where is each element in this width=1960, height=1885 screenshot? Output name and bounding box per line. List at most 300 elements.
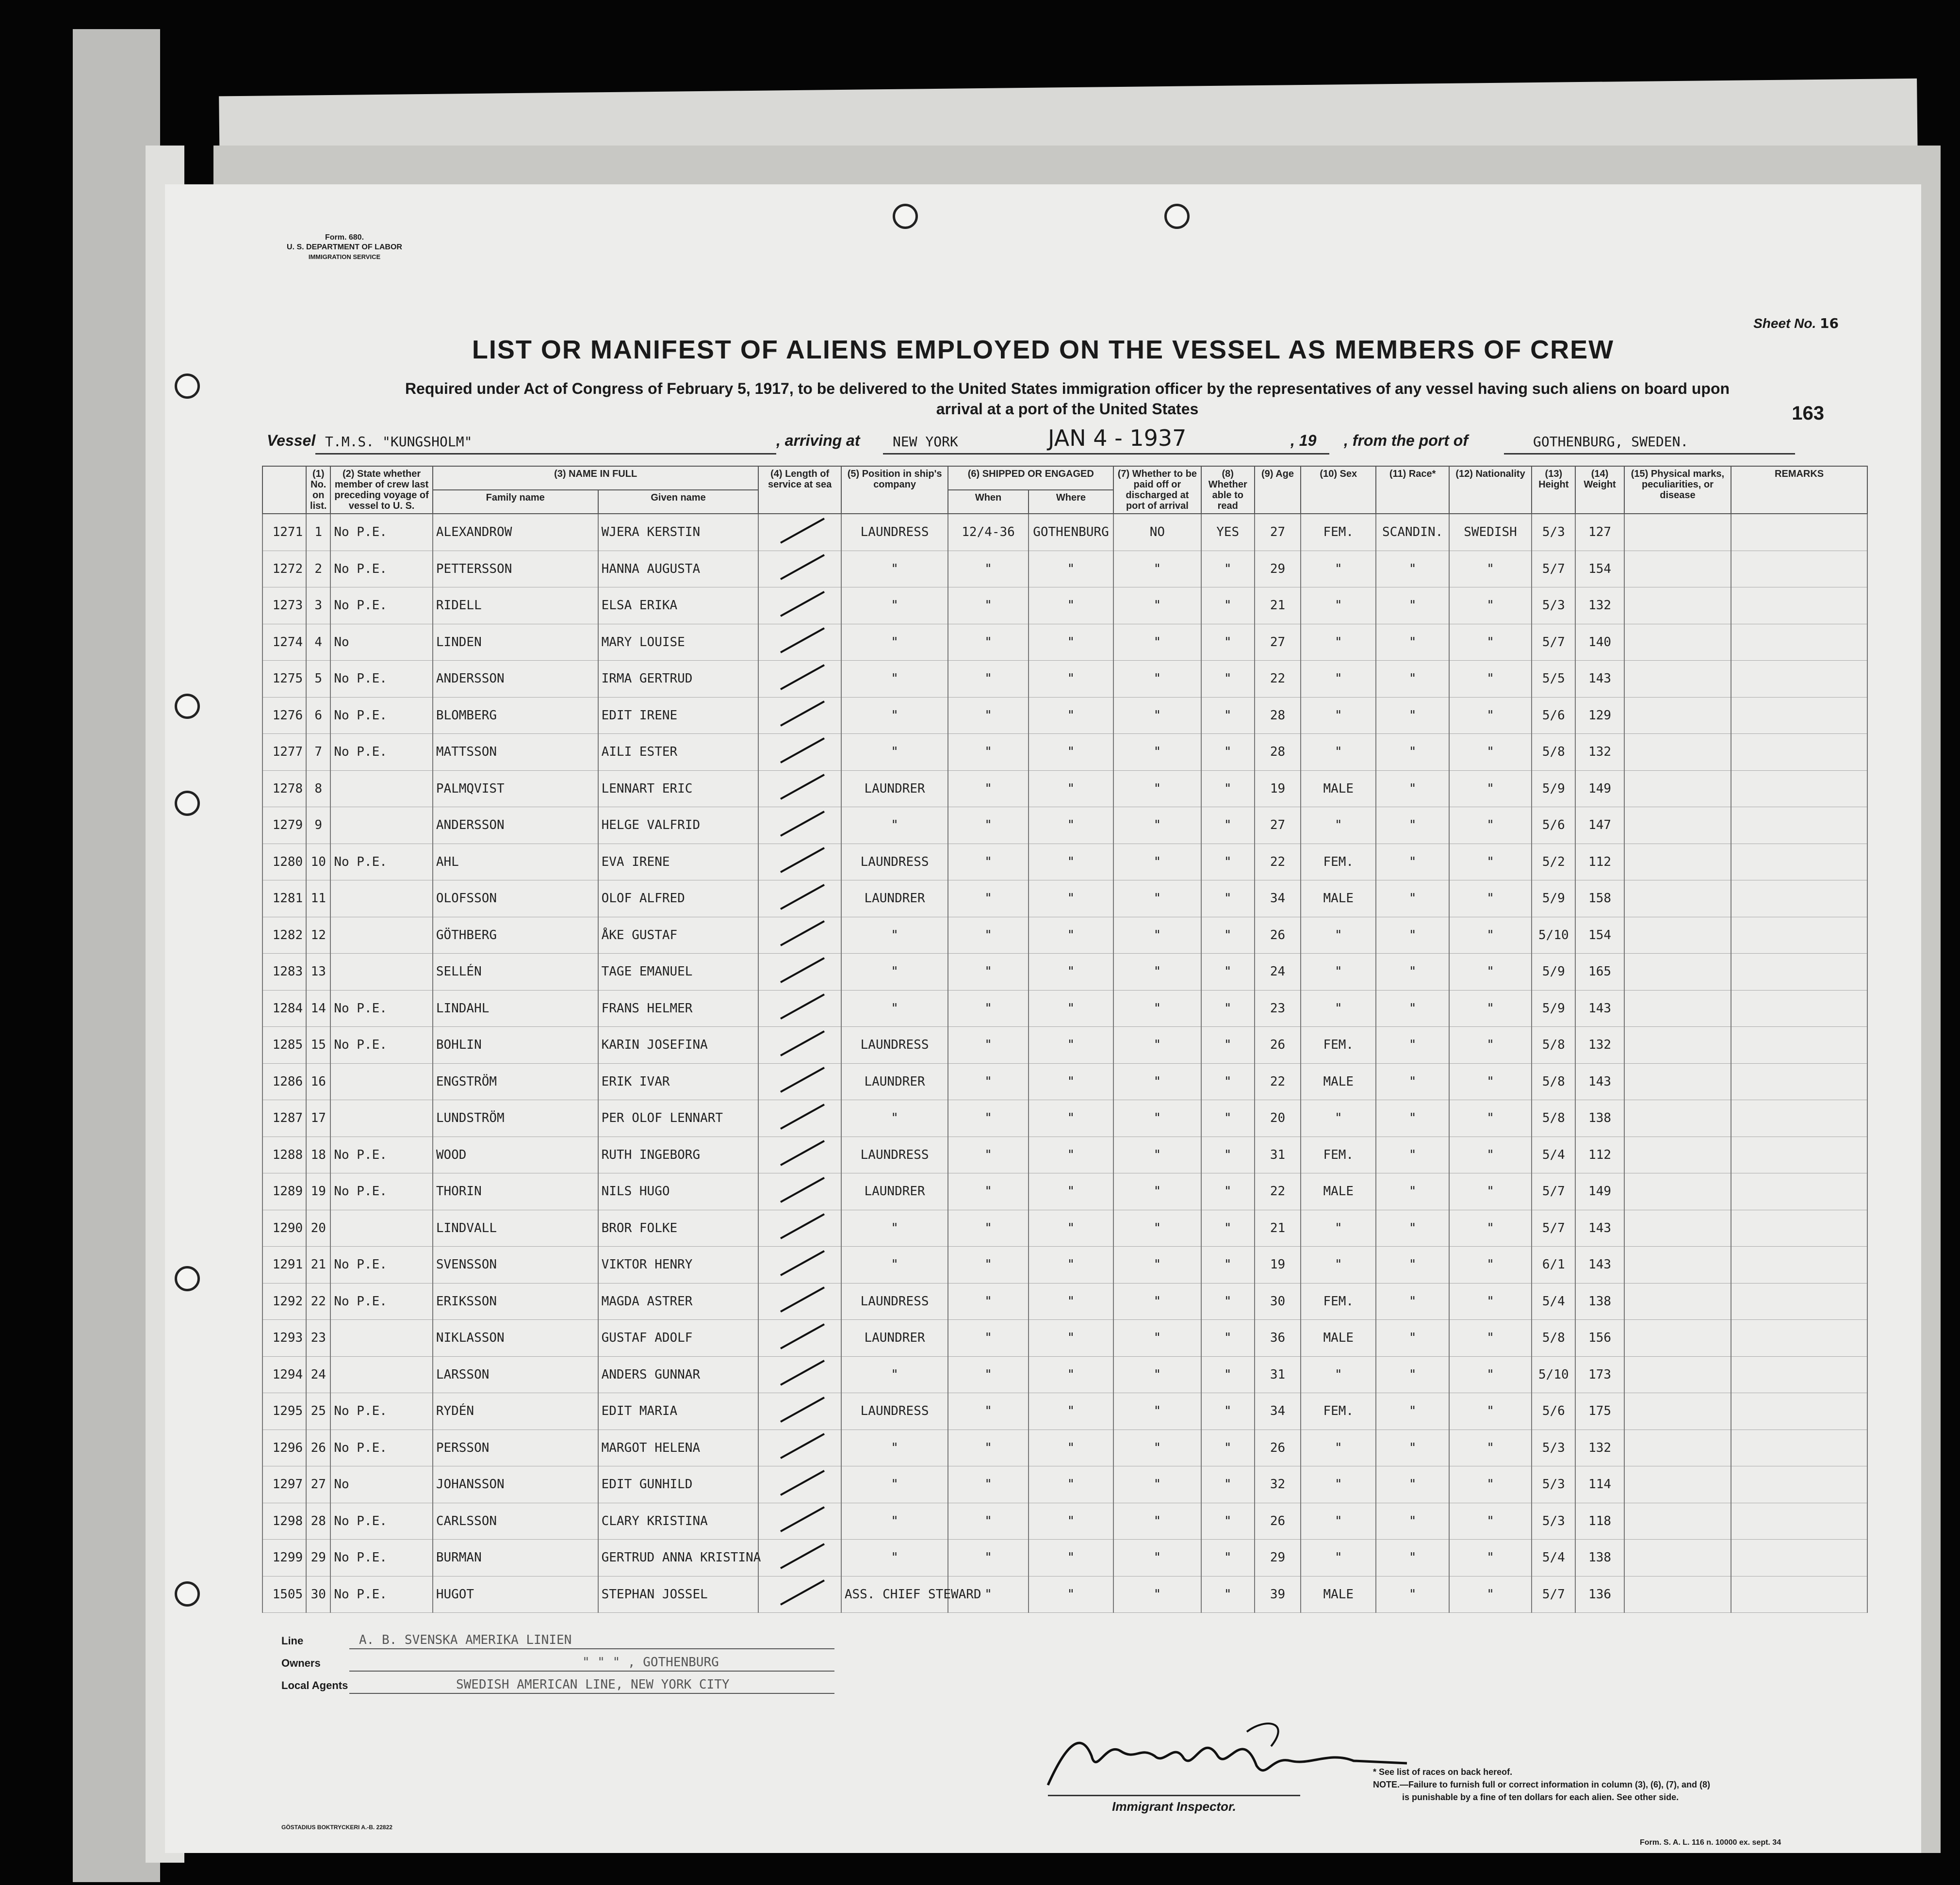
list-number-cell: 10 [306, 844, 330, 880]
shipped-when-cell: " [948, 1283, 1028, 1320]
length-of-service-cell [758, 1576, 841, 1613]
line-number-cell: 1279 [262, 807, 306, 844]
height-cell: 5/8 [1532, 1100, 1575, 1137]
race-cell: " [1376, 1100, 1449, 1137]
line-number-cell: 1278 [262, 770, 306, 807]
given-name-cell: EDIT IRENE [598, 697, 759, 734]
previous-voyage-cell: No P.E. [330, 1027, 433, 1064]
paid-off-cell: " [1113, 1393, 1201, 1430]
list-number-cell: 4 [306, 624, 330, 661]
inspector-label: Immigrant Inspector. [1048, 1795, 1300, 1814]
family-name-cell: LINDAHL [433, 990, 598, 1027]
able-to-read-cell: " [1201, 1210, 1255, 1247]
service-name: IMMIGRATION SERVICE [308, 253, 381, 260]
age-cell: 22 [1255, 844, 1301, 880]
given-name-cell: EVA IRENE [598, 844, 759, 880]
position-cell: " [841, 807, 948, 844]
remarks-cell [1731, 1466, 1867, 1503]
shipped-when-cell: " [948, 1063, 1028, 1100]
form-number: Form. 680. [325, 233, 364, 242]
able-to-read-cell: " [1201, 734, 1255, 771]
age-cell: 32 [1255, 1466, 1301, 1503]
shipped-when-cell: " [948, 661, 1028, 698]
family-name-cell: HUGOT [433, 1576, 598, 1613]
race-cell: " [1376, 661, 1449, 698]
service-check-mark [771, 772, 829, 801]
position-cell: LAUNDRER [841, 1320, 948, 1357]
race-cell: SCANDIN. [1376, 514, 1449, 551]
length-of-service-cell [758, 587, 841, 624]
weight-cell: 140 [1575, 624, 1624, 661]
paid-off-cell: " [1113, 624, 1201, 661]
height-cell: 5/7 [1532, 624, 1575, 661]
shipped-where-cell: " [1029, 1540, 1113, 1576]
physical-marks-cell [1624, 1356, 1731, 1393]
able-to-read-cell: YES [1201, 514, 1255, 551]
owners-value: " " " , GOTHENBURG [582, 1655, 719, 1670]
shipped-when-cell: " [948, 1210, 1028, 1247]
height-cell: 5/3 [1532, 1503, 1575, 1540]
height-cell: 6/1 [1532, 1247, 1575, 1284]
punch-hole [175, 694, 200, 719]
list-number-cell: 26 [306, 1430, 330, 1466]
paid-off-cell: " [1113, 770, 1201, 807]
physical-marks-cell [1624, 1320, 1731, 1357]
remarks-cell [1731, 1393, 1867, 1430]
remarks-cell [1731, 1063, 1867, 1100]
paid-off-cell: " [1113, 1247, 1201, 1284]
nationality-cell: " [1449, 551, 1532, 587]
family-name-cell: NIKLASSON [433, 1320, 598, 1357]
race-cell: " [1376, 770, 1449, 807]
family-name-cell: MATTSSON [433, 734, 598, 771]
table-row [262, 954, 1867, 991]
family-name-cell: ERIKSSON [433, 1283, 598, 1320]
weight-cell: 143 [1575, 1063, 1624, 1100]
sheet-number-value: 16 [1820, 315, 1839, 331]
length-of-service-cell [758, 1540, 841, 1576]
given-name-cell: OLOF ALFRED [598, 880, 759, 917]
list-number-cell: 29 [306, 1540, 330, 1576]
height-cell: 5/9 [1532, 880, 1575, 917]
age-cell: 19 [1255, 1247, 1301, 1284]
list-number-cell: 2 [306, 551, 330, 587]
remarks-cell [1731, 1210, 1867, 1247]
physical-marks-cell [1624, 770, 1731, 807]
shipped-where-cell: " [1029, 1430, 1113, 1466]
able-to-read-cell: " [1201, 1100, 1255, 1137]
weight-cell: 147 [1575, 807, 1624, 844]
remarks-cell [1731, 1100, 1867, 1137]
given-name-cell: PER OLOF LENNART [598, 1100, 759, 1137]
race-cell: " [1376, 1210, 1449, 1247]
paid-off-cell: " [1113, 954, 1201, 991]
list-number-cell: 18 [306, 1137, 330, 1173]
remarks-cell [1731, 624, 1867, 661]
table-row [262, 661, 1867, 698]
able-to-read-cell: " [1201, 844, 1255, 880]
age-cell: 20 [1255, 1100, 1301, 1137]
position-cell: " [841, 1430, 948, 1466]
able-to-read-cell: " [1201, 661, 1255, 698]
crew-manifest-table [262, 466, 1868, 1613]
previous-voyage-cell [330, 917, 433, 954]
shipped-where-cell: " [1029, 1283, 1113, 1320]
given-name-cell: NILS HUGO [598, 1173, 759, 1210]
given-name-cell: MARY LOUISE [598, 624, 759, 661]
family-name-cell: JOHANSSON [433, 1466, 598, 1503]
family-name-cell: LUNDSTRÖM [433, 1100, 598, 1137]
family-name-cell: THORIN [433, 1173, 598, 1210]
line-label: Line [281, 1635, 304, 1647]
service-check-mark [771, 845, 829, 875]
family-name-cell: SELLÉN [433, 954, 598, 991]
shipped-when-cell: " [948, 697, 1028, 734]
list-number-cell: 8 [306, 770, 330, 807]
physical-marks-cell [1624, 1100, 1731, 1137]
height-cell: 5/6 [1532, 697, 1575, 734]
family-name-cell: LINDVALL [433, 1210, 598, 1247]
col-header-shipped: (6) SHIPPED OR ENGAGED [948, 466, 1113, 490]
col-header-sex: (10) Sex [1301, 466, 1376, 514]
able-to-read-cell: " [1201, 1466, 1255, 1503]
length-of-service-cell [758, 1430, 841, 1466]
table-row [262, 1393, 1867, 1430]
height-cell: 5/3 [1532, 587, 1575, 624]
arrival-date: JAN 4 - 1937 [1048, 425, 1187, 451]
list-number-cell: 9 [306, 807, 330, 844]
footnote-races: * See list of races on back hereof. [1373, 1767, 1513, 1777]
physical-marks-cell [1624, 1466, 1731, 1503]
family-name-cell: ALEXANDROW [433, 514, 598, 551]
shipped-when-cell: " [948, 1540, 1028, 1576]
line-number-cell: 1290 [262, 1210, 306, 1247]
line-number-cell: 1293 [262, 1320, 306, 1357]
age-cell: 34 [1255, 1393, 1301, 1430]
line-number-cell: 1287 [262, 1100, 306, 1137]
length-of-service-cell [758, 1173, 841, 1210]
sheet-number [1753, 315, 1839, 331]
weight-cell: 132 [1575, 1430, 1624, 1466]
service-check-mark [771, 1212, 829, 1241]
list-number-cell: 6 [306, 697, 330, 734]
weight-cell: 138 [1575, 1540, 1624, 1576]
race-cell: " [1376, 844, 1449, 880]
page-title: LIST OR MANIFEST OF ALIENS EMPLOYED ON THE VESSEL AS MEMBERS OF CREW [472, 335, 1615, 364]
position-cell: " [841, 1466, 948, 1503]
col-header-length-service: (4) Length of service at sea [758, 466, 841, 514]
nationality-cell: " [1449, 1356, 1532, 1393]
weight-cell: 154 [1575, 551, 1624, 587]
given-name-cell: MARGOT HELENA [598, 1430, 759, 1466]
table-row [262, 1173, 1867, 1210]
shipped-where-cell: " [1029, 1576, 1113, 1613]
previous-voyage-cell: No [330, 1466, 433, 1503]
previous-voyage-cell [330, 770, 433, 807]
age-cell: 31 [1255, 1137, 1301, 1173]
length-of-service-cell [758, 624, 841, 661]
height-cell: 5/5 [1532, 661, 1575, 698]
crew-rows [262, 514, 1867, 1613]
length-of-service-cell [758, 1100, 841, 1137]
family-name-cell: ANDERSSON [433, 661, 598, 698]
remarks-cell [1731, 1356, 1867, 1393]
physical-marks-cell [1624, 587, 1731, 624]
shipped-when-cell: " [948, 1430, 1028, 1466]
weight-cell: 132 [1575, 587, 1624, 624]
race-cell: " [1376, 807, 1449, 844]
physical-marks-cell [1624, 1027, 1731, 1064]
shipped-where-cell: " [1029, 1173, 1113, 1210]
remarks-cell [1731, 954, 1867, 991]
weight-cell: 149 [1575, 770, 1624, 807]
table-row [262, 1027, 1867, 1064]
able-to-read-cell: " [1201, 1393, 1255, 1430]
service-check-mark [771, 1578, 829, 1607]
sex-cell: " [1301, 624, 1376, 661]
list-number-cell: 23 [306, 1320, 330, 1357]
service-check-mark [771, 516, 829, 545]
previous-voyage-cell: No [330, 624, 433, 661]
col-header-height: (13) Height [1532, 466, 1575, 514]
nationality-cell: " [1449, 697, 1532, 734]
previous-voyage-cell: No P.E. [330, 1576, 433, 1613]
paid-off-cell: " [1113, 1173, 1201, 1210]
shipped-when-cell: " [948, 1100, 1028, 1137]
given-name-cell: EDIT GUNHILD [598, 1466, 759, 1503]
position-cell: LAUNDRER [841, 770, 948, 807]
list-number-cell: 12 [306, 917, 330, 954]
line-number-cell: 1276 [262, 697, 306, 734]
age-cell: 21 [1255, 1210, 1301, 1247]
sex-cell: MALE [1301, 880, 1376, 917]
table-row [262, 1210, 1867, 1247]
given-name-cell: IRMA GERTRUD [598, 661, 759, 698]
age-cell: 23 [1255, 990, 1301, 1027]
service-check-mark [771, 552, 829, 582]
table-row [262, 1320, 1867, 1357]
weight-cell: 112 [1575, 844, 1624, 880]
sex-cell: " [1301, 661, 1376, 698]
sex-cell: MALE [1301, 1576, 1376, 1613]
race-cell: " [1376, 880, 1449, 917]
height-cell: 5/4 [1532, 1283, 1575, 1320]
nationality-cell: " [1449, 1430, 1532, 1466]
line-number-cell: 1277 [262, 734, 306, 771]
table-row [262, 844, 1867, 880]
family-name-cell: BURMAN [433, 1540, 598, 1576]
shipped-where-cell: " [1029, 587, 1113, 624]
family-name-cell: ENGSTRÖM [433, 1063, 598, 1100]
physical-marks-cell [1624, 990, 1731, 1027]
able-to-read-cell: " [1201, 697, 1255, 734]
paid-off-cell: " [1113, 1100, 1201, 1137]
given-name-cell: TAGE EMANUEL [598, 954, 759, 991]
line-number-cell: 1284 [262, 990, 306, 1027]
previous-voyage-cell: No P.E. [330, 1503, 433, 1540]
height-cell: 5/7 [1532, 1210, 1575, 1247]
service-check-mark [771, 956, 829, 985]
length-of-service-cell [758, 844, 841, 880]
remarks-cell [1731, 551, 1867, 587]
given-name-cell: ANDERS GUNNAR [598, 1356, 759, 1393]
table-row [262, 624, 1867, 661]
family-name-cell: BOHLIN [433, 1027, 598, 1064]
previous-voyage-cell: No P.E. [330, 587, 433, 624]
table-row [262, 807, 1867, 844]
service-check-mark [771, 1431, 829, 1461]
weight-cell: 132 [1575, 734, 1624, 771]
weight-cell: 138 [1575, 1100, 1624, 1137]
race-cell: " [1376, 1393, 1449, 1430]
family-name-cell: RYDÉN [433, 1393, 598, 1430]
race-cell: " [1376, 587, 1449, 624]
line-number-cell: 1296 [262, 1430, 306, 1466]
sex-cell: " [1301, 954, 1376, 991]
nationality-cell: " [1449, 1540, 1532, 1576]
shipped-where-cell: " [1029, 990, 1113, 1027]
age-cell: 27 [1255, 807, 1301, 844]
remarks-cell [1731, 1027, 1867, 1064]
age-cell: 29 [1255, 551, 1301, 587]
position-cell: LAUNDRER [841, 1173, 948, 1210]
race-cell: " [1376, 697, 1449, 734]
weight-cell: 143 [1575, 1210, 1624, 1247]
sex-cell: FEM. [1301, 1393, 1376, 1430]
previous-voyage-cell: No P.E. [330, 1173, 433, 1210]
table-row [262, 1137, 1867, 1173]
remarks-cell [1731, 807, 1867, 844]
paid-off-cell: " [1113, 1356, 1201, 1393]
col-header-paid-off: (7) Whether to be paid off or discharged at port of arrival [1113, 466, 1201, 514]
given-name-cell: ELSA ERIKA [598, 587, 759, 624]
nationality-cell: " [1449, 1063, 1532, 1100]
list-number-cell: 24 [306, 1356, 330, 1393]
weight-cell: 154 [1575, 917, 1624, 954]
col-header-race: (11) Race* [1376, 466, 1449, 514]
position-cell: " [841, 1100, 948, 1137]
race-cell: " [1376, 1503, 1449, 1540]
remarks-cell [1731, 990, 1867, 1027]
height-cell: 5/4 [1532, 1137, 1575, 1173]
weight-cell: 149 [1575, 1173, 1624, 1210]
col-header-given-name: Given name [598, 490, 759, 514]
sex-cell: MALE [1301, 1063, 1376, 1100]
service-check-mark [771, 882, 829, 911]
sex-cell: FEM. [1301, 514, 1376, 551]
nationality-cell: " [1449, 661, 1532, 698]
shipped-where-cell: " [1029, 1063, 1113, 1100]
paid-off-cell: " [1113, 990, 1201, 1027]
service-check-mark [771, 1249, 829, 1278]
weight-cell: 127 [1575, 514, 1624, 551]
table-row [262, 587, 1867, 624]
arrival-port: NEW YORK [893, 434, 958, 450]
previous-voyage-cell: No P.E. [330, 1393, 433, 1430]
position-cell: " [841, 1503, 948, 1540]
shipped-when-cell: " [948, 624, 1028, 661]
table-row [262, 1356, 1867, 1393]
length-of-service-cell [758, 1283, 841, 1320]
shipped-when-cell: " [948, 551, 1028, 587]
sex-cell: " [1301, 1430, 1376, 1466]
age-cell: 36 [1255, 1320, 1301, 1357]
given-name-cell: RUTH INGEBORG [598, 1137, 759, 1173]
able-to-read-cell: " [1201, 1576, 1255, 1613]
length-of-service-cell [758, 1137, 841, 1173]
length-of-service-cell [758, 880, 841, 917]
position-cell: ASS. CHIEF STEWARD [841, 1576, 948, 1613]
height-cell: 5/7 [1532, 1576, 1575, 1613]
table-row [262, 1247, 1867, 1284]
length-of-service-cell [758, 1247, 841, 1284]
position-cell: LAUNDRESS [841, 514, 948, 551]
previous-voyage-cell [330, 1100, 433, 1137]
from-rule [1504, 453, 1795, 455]
given-name-cell: FRANS HELMER [598, 990, 759, 1027]
nationality-cell: " [1449, 1210, 1532, 1247]
given-name-cell: GUSTAF ADOLF [598, 1320, 759, 1357]
service-check-mark [771, 1358, 829, 1387]
table-row [262, 1430, 1867, 1466]
race-cell: " [1376, 1137, 1449, 1173]
col-header-weight: (14) Weight [1575, 466, 1624, 514]
sex-cell: " [1301, 1466, 1376, 1503]
given-name-cell: VIKTOR HENRY [598, 1247, 759, 1284]
service-check-mark [771, 626, 829, 655]
given-name-cell: KARIN JOSEFINA [598, 1027, 759, 1064]
physical-marks-cell [1624, 1430, 1731, 1466]
shipped-where-cell: " [1029, 624, 1113, 661]
nationality-cell: " [1449, 1466, 1532, 1503]
physical-marks-cell [1624, 1173, 1731, 1210]
race-cell: " [1376, 624, 1449, 661]
height-cell: 5/6 [1532, 807, 1575, 844]
height-cell: 5/4 [1532, 1540, 1575, 1576]
paid-off-cell: " [1113, 1466, 1201, 1503]
table-row [262, 990, 1867, 1027]
able-to-read-cell: " [1201, 551, 1255, 587]
paid-off-cell: " [1113, 1503, 1201, 1540]
length-of-service-cell [758, 697, 841, 734]
paid-off-cell: " [1113, 734, 1201, 771]
given-name-cell: ÅKE GUSTAF [598, 917, 759, 954]
service-check-mark [771, 736, 829, 765]
paid-off-cell: " [1113, 1137, 1201, 1173]
physical-marks-cell [1624, 514, 1731, 551]
footnote-note: NOTE.—Failure to furnish full or correct information in column (3), (6), (7), and (8) [1373, 1780, 1711, 1789]
service-check-mark [771, 1285, 829, 1314]
paid-off-cell: " [1113, 587, 1201, 624]
height-cell: 5/6 [1532, 1393, 1575, 1430]
sex-cell: " [1301, 697, 1376, 734]
physical-marks-cell [1624, 1063, 1731, 1100]
shipped-when-cell: " [948, 1173, 1028, 1210]
table-row [262, 1540, 1867, 1576]
manifest-sheet [165, 184, 1921, 1853]
age-cell: 24 [1255, 954, 1301, 991]
list-number-cell: 19 [306, 1173, 330, 1210]
table-row [262, 880, 1867, 917]
weight-cell: 156 [1575, 1320, 1624, 1357]
given-name-cell: CLARY KRISTINA [598, 1503, 759, 1540]
weight-cell: 143 [1575, 990, 1624, 1027]
service-check-mark [771, 1175, 829, 1204]
position-cell: " [841, 587, 948, 624]
paid-off-cell: NO [1113, 514, 1201, 551]
position-cell: " [841, 624, 948, 661]
service-check-mark [771, 1029, 829, 1058]
